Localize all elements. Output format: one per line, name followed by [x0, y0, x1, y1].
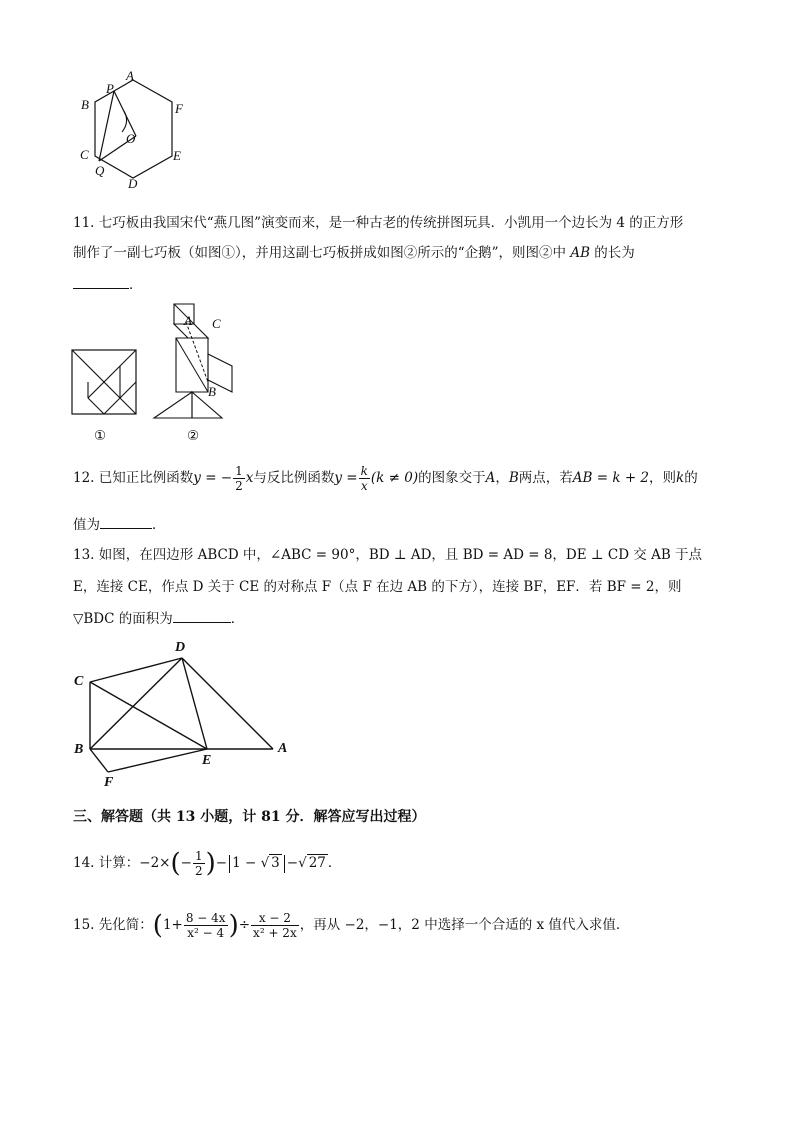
hex-label-o: O	[126, 131, 136, 146]
q12-line1	[73, 462, 698, 494]
tangram-figure-1	[70, 348, 140, 418]
q13-line3	[73, 608, 244, 629]
q13-number: 13.	[73, 547, 95, 563]
q15-fraction-1	[184, 911, 228, 940]
hex-label-q: Q	[95, 163, 105, 178]
q14-label: 计算：	[98, 855, 140, 871]
hex-label-a: A	[126, 68, 134, 83]
section-3-title: 三、解答题（共 13 小题，计 81 分．解答应写出过程）	[73, 809, 426, 825]
q12-eq-2: y =	[334, 470, 358, 486]
q11-text-1: 七巧板由我国宋代“燕几图”演变而来，是一种古老的传统拼图玩具．小凯用一个边长为 4 的正方形	[98, 215, 684, 231]
q11-answer-blank	[73, 274, 129, 289]
q11-line1	[73, 213, 683, 233]
q12-number: 12.	[73, 470, 95, 486]
q15-one-plus: 1+	[162, 917, 183, 933]
q13-after-blank: ．	[230, 611, 245, 627]
q11-after-blank: ．	[129, 277, 143, 293]
hexagon-segment-pq	[99, 91, 114, 161]
q14-frac-num: 1	[194, 849, 203, 863]
q11-number: 11.	[73, 215, 95, 231]
penguin-foot-left	[154, 392, 192, 418]
q12-text-3: 的图象交于	[418, 470, 486, 486]
q11-text-2b: 的长为	[590, 245, 635, 261]
q11-line2	[73, 243, 635, 263]
seg-fe	[108, 749, 207, 772]
q12-sep: ，	[495, 470, 509, 486]
q14-end: ．	[327, 855, 342, 871]
q12-frac1-den: 2	[235, 479, 243, 493]
q15-f1-den: x² − 4	[187, 926, 225, 940]
q15-number: 15.	[73, 917, 95, 933]
tangram-2-caption: ②	[187, 428, 200, 444]
q15-div: ÷	[238, 917, 251, 933]
q12-frac2-den: x	[360, 479, 368, 493]
q14-frac-den: 2	[194, 864, 203, 878]
hex-label-b: B	[81, 97, 89, 112]
q12-text-6: 的	[684, 470, 698, 486]
q12-fraction-1	[233, 464, 245, 493]
hexagon-arc	[122, 111, 127, 132]
q15-line	[73, 908, 629, 942]
hexagon-figure	[70, 66, 200, 196]
seg-da	[182, 658, 273, 749]
tangram-2-label-a: A	[184, 313, 192, 328]
hex-label-d: D	[128, 176, 138, 191]
q14-sqrt27: 27	[308, 855, 326, 871]
q14-neg: −	[180, 855, 192, 871]
q12-condition: (k ≠ 0)	[370, 470, 419, 486]
q15-label: 先化简：	[98, 917, 153, 933]
q13-label-e: E	[202, 753, 212, 768]
hex-label-f: F	[175, 101, 183, 116]
q13-label-c: C	[74, 674, 84, 689]
q14-part-2: −	[215, 855, 228, 871]
q12-frac1-num: 1	[235, 464, 243, 478]
q14-rparen: )	[205, 848, 216, 879]
hex-label-e: E	[173, 148, 181, 163]
q14-part-1: −2×	[139, 855, 171, 871]
q13-figure	[70, 640, 300, 800]
q12-after-blank: ．	[152, 517, 166, 533]
q13-label-d: D	[175, 640, 186, 655]
seg-cd	[90, 658, 182, 682]
q12-text-line2: 值为	[73, 517, 100, 533]
q12-text-5: ，则	[649, 470, 677, 486]
q14-fraction	[193, 849, 205, 878]
q14-lparen: (	[170, 848, 181, 879]
q12-point-a: A	[485, 470, 496, 486]
q15-fraction-2	[251, 911, 299, 940]
tangram-2-label-b: B	[208, 384, 216, 399]
tangram-1-svg	[70, 348, 140, 418]
q12-fraction-2	[359, 464, 370, 493]
tangram-1-line-4	[88, 398, 104, 414]
q14-number: 14.	[73, 855, 95, 871]
hex-label-c: C	[80, 147, 89, 162]
q13-text-3: ▽BDC 的面积为	[73, 611, 173, 627]
q12-answer-blank	[100, 514, 152, 529]
q12-line2	[73, 514, 166, 535]
q12-point-b: B	[508, 470, 519, 486]
tangram-2-svg	[150, 300, 250, 422]
q15-f2-num: x − 2	[251, 911, 299, 926]
q12-eq-3: AB = k + 2	[572, 470, 650, 486]
seg-bf	[90, 749, 108, 772]
q15-rparen: )	[228, 910, 239, 941]
q14-abs-right	[284, 855, 285, 873]
q12-text-1: 已知正比例函数	[98, 470, 194, 486]
q14-abs-left	[229, 855, 230, 873]
q12-text-2: 与反比例函数	[253, 470, 335, 486]
seg-bd	[90, 658, 182, 749]
q15-lparen: (	[152, 910, 163, 941]
q14-line: 14. 计算：−2×(− $\frac{1}{2}$ )− 1 − √ 3 −√ 27 ．	[73, 848, 342, 879]
q13-label-b: B	[74, 742, 84, 757]
q14-abs-inner: 1 −	[232, 855, 261, 871]
q11-var-ab: AB	[570, 245, 591, 261]
hex-label-p: P	[106, 81, 114, 96]
q11-line3	[73, 274, 143, 295]
q12-eq-1: y = −	[193, 470, 233, 486]
tangram-1-line-2	[88, 350, 136, 398]
q14-part-3: −	[286, 855, 299, 871]
q15-f2-den: x² + 2x	[253, 926, 297, 940]
q12-x: x	[245, 470, 254, 486]
q13-answer-blank	[173, 608, 231, 623]
q15-f1-num: 8 − 4x	[185, 911, 226, 925]
penguin-foot-right	[192, 392, 222, 418]
q13-label-f: F	[104, 775, 114, 790]
q13-text-1: 如图，在四边形 ABCD 中，∠ABC = 90°，BD ⊥ AD，且 BD = AD = 8，DE ⊥ CD 交 AB 于点	[98, 547, 703, 563]
penguin-body-diag	[176, 338, 208, 392]
q15-rest: ，再从 −2，−1，2 中选择一个合适的 x 值代入求值．	[299, 917, 630, 933]
q13-line1	[73, 545, 702, 565]
q13-line2	[73, 577, 681, 597]
tangram-figure-2	[150, 300, 250, 422]
q12-frac2-num: k	[360, 464, 368, 478]
tangram-2-label-c: C	[212, 316, 221, 331]
q11-text-2a: 制作了一副七巧板（如图①），并用这副七巧板拼成如图②所示的“企鹅”，则图②中	[73, 245, 571, 261]
q13-label-a: A	[278, 741, 288, 756]
q12-k: k	[676, 470, 685, 486]
q14-sqrt3: 3	[271, 855, 280, 871]
seg-de	[182, 658, 207, 749]
tangram-1-caption: ①	[94, 428, 107, 444]
q12-text-4: 两点，若	[518, 470, 573, 486]
q13-text-2: E，连接 CE，作点 D 关于 CE 的对称点 F（点 F 在边 AB 的下方），连接 BF，EF．若 BF = 2，则	[73, 579, 682, 595]
